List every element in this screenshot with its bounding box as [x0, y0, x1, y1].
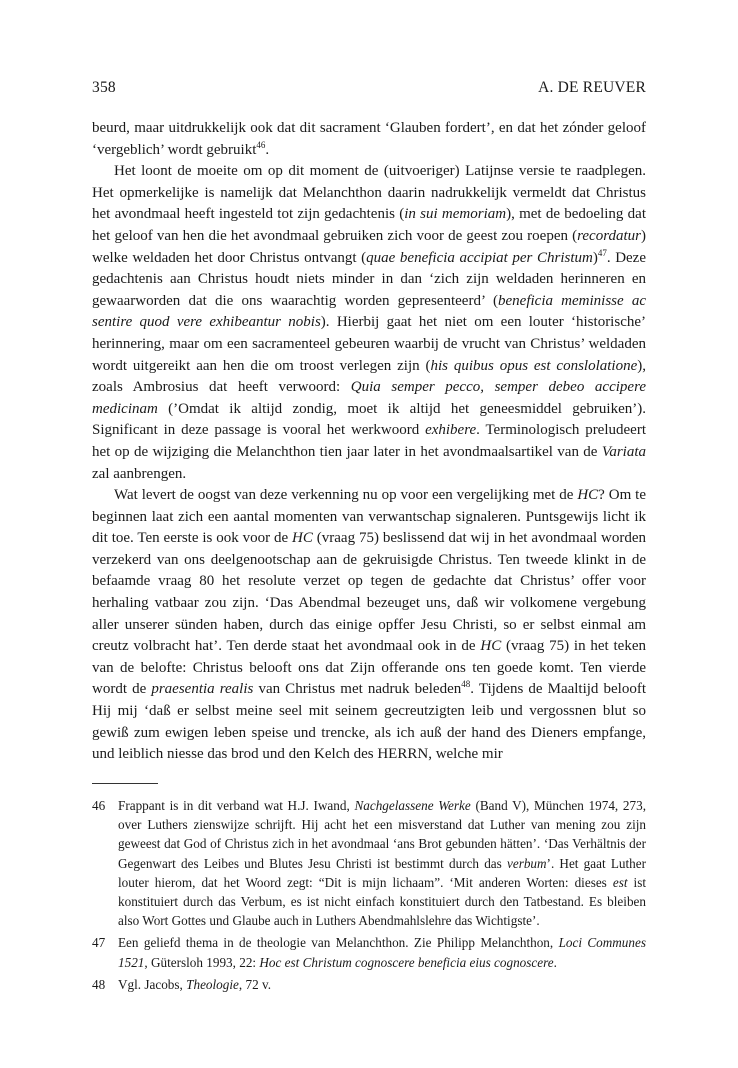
text-run: Frappant is in dit verband wat H.J. Iwand,: [118, 798, 355, 813]
text-run: Vgl. Jacobs,: [118, 976, 187, 992]
italic-run: Loci Communes 1521: [118, 935, 646, 970]
text-run: ), met de bedoeling dat het geloof van hen die het avondmaal gebruiken zich voor de geest zou roepen (: [92, 206, 646, 244]
footnote-ref[interactable]: 46: [256, 139, 266, 150]
italic-run: est: [612, 874, 628, 890]
text-run: .: [265, 141, 270, 158]
text-run: , Gütersloh 1993, 22:: [144, 954, 260, 970]
text-run: . Terminologisch preludeert het op de wijziging die Melanchthon tien jaar later in het avondmaalsartikel van de: [92, 422, 646, 460]
footnote-separator: [92, 783, 158, 784]
footnote-text: [118, 933, 646, 971]
text-run: zal aanbrengen.: [92, 465, 187, 482]
italic-run: exhibere: [425, 422, 477, 439]
text-run: ’. Het gaat Luther louter hierom, dat het Woord zegt: “Dit is mijn lichaam”. ‘Mit anderen Worten: dieses: [118, 855, 646, 890]
footnote-number: 48: [92, 976, 106, 992]
text-run: ) welke weldaden het door Christus ontvangt (: [92, 227, 646, 266]
footnote-text: [118, 975, 646, 994]
page-number: 358: [92, 79, 116, 96]
text-run: ist konstituiert durch das Verbum, es ist nicht einfach konstituiert durch den Tatbestand. Es bleiben also Wort Gottes und Glaube auch in Luthers Abendmahlslehre das Wichtigste’.: [118, 874, 646, 929]
text-run: , 72 v.: [238, 976, 272, 992]
footnote-46: [92, 796, 646, 930]
italic-run: quae beneficia accipiat per Christum: [366, 249, 593, 266]
text-run: ): [592, 249, 598, 266]
italic-run: HC: [577, 487, 599, 504]
italic-run: in sui memoriam: [404, 206, 507, 223]
footnote-48: [92, 975, 646, 994]
text-run: ). Hierbij gaat het niet om een louter ‘historische’ herinnering, maar om een sacramenteel gebeuren waarbij de vrucht van Christus’ weldaden wordt uitgereikt aan hen die om troost verlegen zijn (: [92, 314, 646, 374]
running-head-author: A. DE REUVER: [538, 79, 646, 96]
italic-run: HC: [292, 530, 313, 547]
text-run: . Deze gedachtenis aan Christus houdt niets minder in dan ‘zich zijn weldaden herinneren en gewaarworden dat die ons waarachtig worden gepresenteerd’ (: [92, 249, 646, 309]
footnote-47: [92, 933, 646, 971]
footnote-number: 46: [92, 798, 106, 813]
italic-run: recordatur: [577, 227, 641, 244]
text-run: ), zoals Ambrosius dat heeft verwoord:: [92, 357, 646, 396]
italic-run: his quibus opus est conslolatione: [430, 357, 638, 374]
italic-run: beneficia meminisse ac sentire quod vere exhibeantur nobis: [92, 292, 647, 331]
text-run: van Christus met nadruk beleden: [253, 681, 462, 698]
italic-run: Hoc est Christum cognoscere beneficia eius cognoscere: [259, 954, 554, 970]
text-run: (’Omdat ik altijd zondig, moet ik altijd het geneesmiddel gebruiken’). Significant in deze passage is vooral het werkwoord: [92, 400, 646, 439]
text-run: ? Om te beginnen laat zich een aantal momenten van verwantschap signaleren. Puntsgewijs licht ik dit toe. Ten eerste is ook voor de: [92, 487, 647, 547]
footnote-ref[interactable]: 48: [461, 679, 471, 690]
text-run: Een geliefd thema in de theologie van Melanchthon. Zie Philipp Melanchthon,: [118, 935, 559, 951]
italic-run: praesentia realis: [151, 681, 254, 698]
running-header: [92, 79, 646, 97]
italic-run: Quia semper pecco, semper debeo accipere medicinam: [92, 379, 647, 417]
text-run: Wat levert de oogst van deze verkenning nu op voor een vergelijking met de: [114, 487, 578, 504]
paragraph-3: [92, 485, 646, 766]
footnotes: [92, 796, 646, 997]
main-text: [92, 118, 646, 766]
italic-run: verbum: [506, 855, 547, 871]
text-run: (vraag 75) in het teken van de belofte: Christus belooft ons dat Zijn offerande ons ten goede komt. Ten vierde wordt de: [92, 638, 646, 698]
text-run: . Tijdens de Maaltijd belooft Hij mij ‘daß er selbst meine seel mit seinem gecreutzigten leib und vergossnen blut so gewiß zum ewigen leben speise und trencke, als ich auß der hand des Dieners empfange, und leiblich niesse das brod und den Kelch des HERRN, welche mir: [92, 681, 647, 763]
paragraph-2: [92, 161, 646, 485]
footnote-ref[interactable]: 47: [597, 247, 607, 258]
text-run: (vraag 75) beslissend dat wij in het avondmaal worden verzekerd van ons deelgenootschap aan de gekruisigde Christus. Ten tweede klinkt in de befaamde vraag 80 het resolute verzet op tegen de gedachte dat Christus’ offer voor herhaling vatbaar zou zijn. ‘Das Abendmal bezeuget uns, daß wir volkomene vergebung aller unserer sünden haben, durch das einige opffer Jesu Christi, so er selbst einmal am creutz volbracht hat’. Ten derde staat het avondmaal ook in de: [92, 530, 646, 655]
footnote-text: [118, 796, 646, 930]
italic-run: Nachgelassene Werke: [354, 798, 471, 813]
text-run: (Band V), München 1974, 273, over Luthers zienswijze schrijft. Hij acht het een misverstand dat Luther van mening zou zijn geweest dat God of Christus zich in het avondmaal ‘ans Brot gebunden hätten’. ‘Das Verhältnis der Gegenwart des Leibes und Blutes Jesu Christi ist bestimmt durch das: [118, 798, 647, 871]
italic-run: HC: [480, 638, 502, 655]
italic-run: Variata: [601, 443, 646, 460]
text-run: beurd, maar uitdrukkelijk ook dat dit sacrament ‘Glauben fordert’, en dat het zónder geloof ‘vergeblich’ wordt gebruikt: [92, 120, 646, 158]
italic-run: Theologie: [186, 976, 239, 992]
paragraph-1: [92, 118, 646, 161]
footnote-number: 47: [92, 935, 106, 951]
text-run: Het loont de moeite om op dit moment de (uitvoeriger) Latijnse versie te raadplegen. Het opmerkelijke is namelijk dat Melanchthon daarin nadrukkelijk vermeldt dat Christus het avondmaal heeft ingesteld tot zijn gedachtenis (: [92, 163, 646, 223]
text-run: .: [553, 954, 557, 970]
